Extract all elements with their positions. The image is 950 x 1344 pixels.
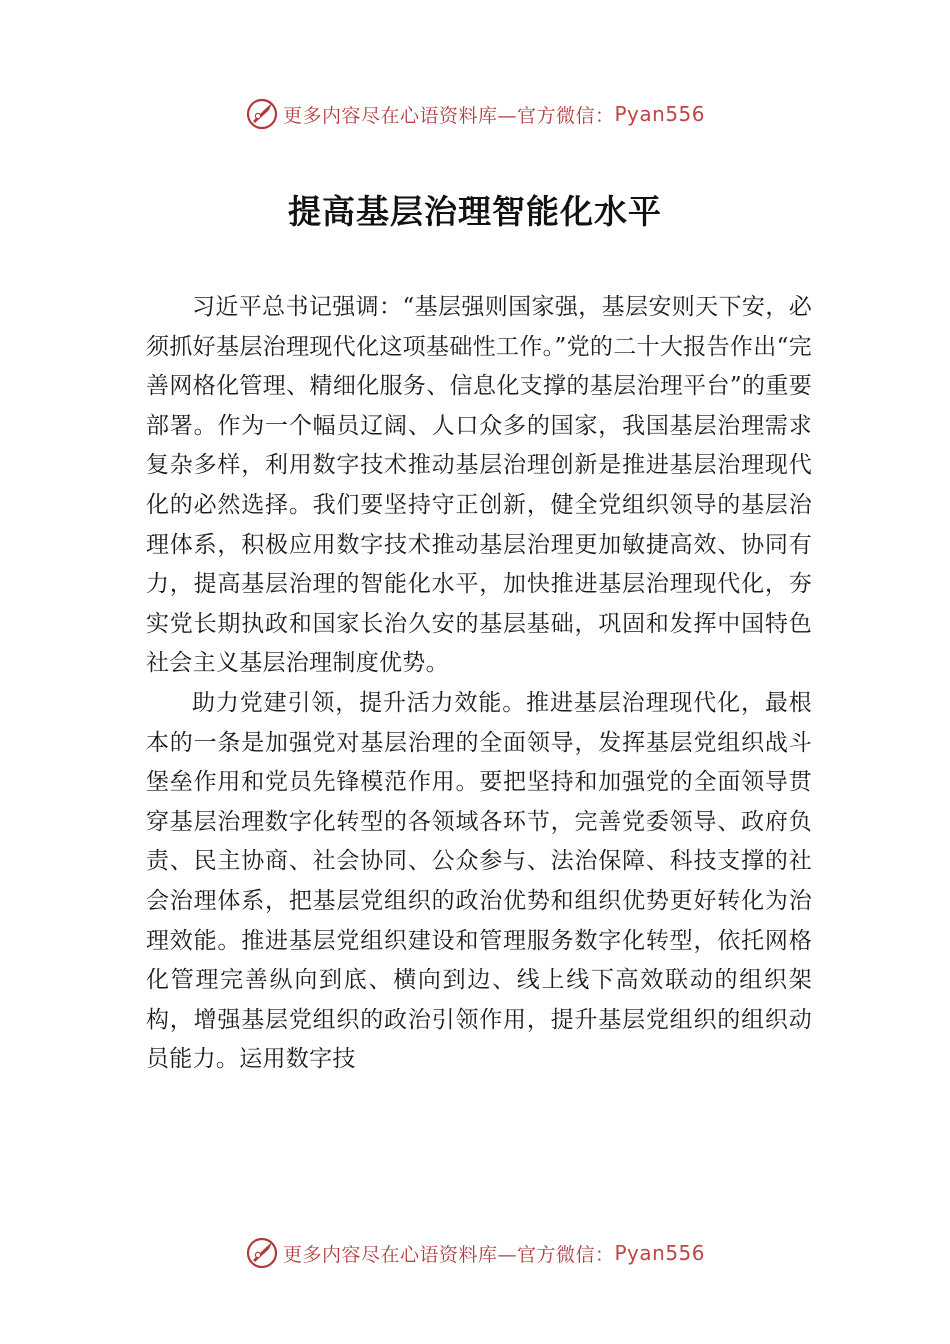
banner-wechat-id: Pyan556 xyxy=(614,102,706,126)
banner-text: 更多内容尽在心语资料库— xyxy=(282,1243,517,1266)
document-title: 提高基层治理智能化水平 xyxy=(288,192,662,231)
pen-nib-logo-icon xyxy=(245,97,279,131)
banner-text: 更多内容尽在心语资料库— xyxy=(282,104,517,127)
header-watermark-banner xyxy=(0,94,950,134)
document-body xyxy=(146,288,812,1080)
banner-wechat-label: 官方微信： xyxy=(516,104,615,127)
footer-watermark-banner xyxy=(0,1233,950,1273)
banner-wechat-label: 官方微信： xyxy=(516,1243,615,1266)
banner-wechat-id: Pyan556 xyxy=(614,1241,706,1265)
body-paragraph-2: 助力党建引领，提升活力效能。推进基层治理现代化，最根本的一条是加强党对基层治理的全面领导，发挥基层党组织战斗堡垒作用和党员先锋模范作用。要把坚持和加强党的全面领导贯穿基层治理数字化转型的各领域各环节，完善党委领导、政府负责、民主协商、社会协同、公众参与、法治保障、科技支撑的社会治理体系，把基层党组织的政治优势和组织优势更好转化为治理效能。推进基层党组织建设和管理服务数字化转型，依托网格化管理完善纵向到底、横向到边、线上线下高效联动的组织架构，增强基层党组织的政治引领作用，提升基层党组织的组织动员能力。运用数字技 xyxy=(146,689,812,1073)
body-paragraph-1: 习近平总书记强调：“基层强则国家强，基层安则天下安，必须抓好基层治理现代化这项基础性工作。”党的二十大报告作出“完善网格化管理、精细化服务、信息化支撑的基层治理平台”的重要部署。作为一个幅员辽阔、人口众多的国家，我国基层治理需求复杂多样，利用数字技术推动基层治理创新是推进基层治理现代化的必然选择。我们要坚持守正创新，健全党组织领导的基层治理体系，积极应用数字技术推动基层治理更加敏捷高效、协同有力，提高基层治理的智能化水平，加快推进基层治理现代化，夯实党长期执政和国家长治久安的基层基础，巩固和发挥中国特色社会主义基层治理制度优势。 xyxy=(146,294,812,677)
pen-nib-logo-icon xyxy=(245,1236,279,1270)
